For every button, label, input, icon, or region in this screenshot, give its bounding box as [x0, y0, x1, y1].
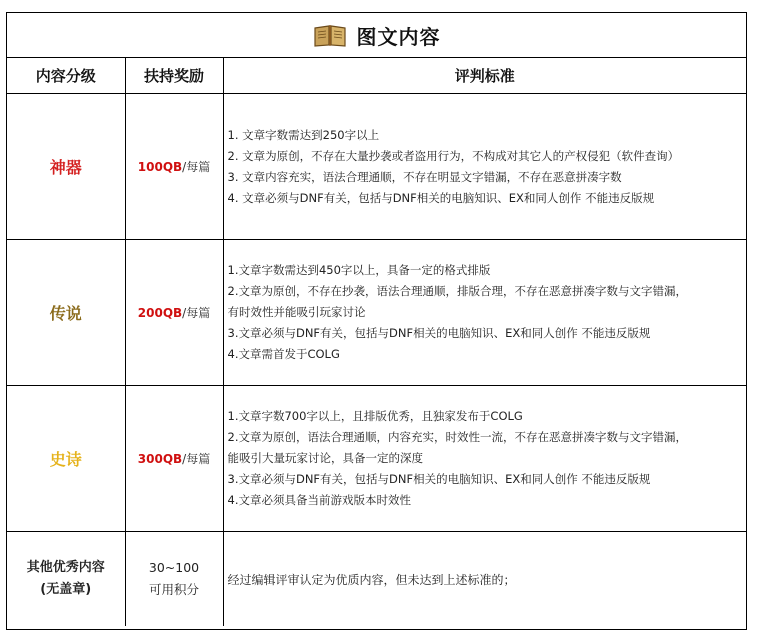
table-row-shenqi [7, 94, 746, 240]
criteria-line: 1.文章字数700字以上，且排版优秀，且独家发布于COLG [227, 409, 523, 423]
criteria-line: 1.文章字数需达到450字以上，具备一定的格式排版 [227, 263, 491, 277]
reward-shishi [125, 386, 223, 532]
tier-name-other [7, 532, 125, 627]
criteria-line: 2.文章为原创，不存在抄袭，语法合理通顺，排版合理，不存在恶意拼凑字数与文字错漏， [227, 284, 687, 298]
criteria-line: 4.文章需首发于COLG [227, 347, 340, 361]
criteria-shenqi [223, 94, 746, 240]
content-table-sheet [6, 12, 747, 630]
reward-unit: /每篇 [182, 160, 211, 174]
criteria-line: 2. 文章为原创，不存在大量抄袭或者盗用行为，不构成对其它人的产权侵犯（软件查询） [227, 148, 680, 163]
reward-amount: 300QB [137, 452, 183, 466]
criteria-chuanshuo [223, 240, 746, 386]
table-row-other [7, 532, 746, 627]
header-criteria: 评判标准 [223, 58, 746, 94]
reward-table [7, 58, 746, 626]
reward-chuanshuo [125, 240, 223, 386]
criteria-line: 2.文章为原创，语法合理通顺，内容充实，时效性一流，不存在恶意拼凑字数与文字错漏， [227, 430, 687, 444]
reward-amount: 200QB [137, 306, 183, 320]
reward-unit: /每篇 [182, 306, 211, 320]
criteria-line: 3.文章必须与DNF有关，包括与DNF相关的电脑知识、EX和同人创作 不能违反版规 [227, 472, 651, 486]
tier-name-shishi: 史诗 [7, 386, 125, 532]
criteria-line: 3.文章必须与DNF有关，包括与DNF相关的电脑知识、EX和同人创作 不能违反版规 [227, 326, 651, 340]
page-title: 图文内容 [356, 24, 441, 49]
criteria-line: 能吸引大量玩家讨论，具备一定的深度 [227, 451, 423, 465]
other-name-line1: 其他优秀内容 [26, 560, 105, 575]
other-reward-line1: 30~100 [148, 560, 200, 575]
criteria-line: 4. 文章必须与DNF有关，包括与DNF相关的电脑知识、EX和同人创作 不能违反版规 [227, 190, 655, 205]
other-reward-line2: 可用积分 [148, 582, 199, 597]
header-level: 内容分级 [7, 58, 125, 94]
tier-name-shenqi: 神器 [7, 94, 125, 240]
tier-name-chuanshuo: 传说 [7, 240, 125, 386]
other-name-line2: (无盖章) [40, 582, 92, 597]
reward-shenqi [125, 94, 223, 240]
title-bar [7, 13, 746, 58]
open-book-icon [313, 22, 347, 48]
reward-amount: 100QB [137, 160, 183, 174]
criteria-line: 4.文章必须具备当前游戏版本时效性 [227, 493, 411, 507]
reward-unit: /每篇 [182, 452, 211, 466]
criteria-shishi [223, 386, 746, 532]
table-row-chuanshuo [7, 240, 746, 386]
criteria-line: 1. 文章字数需达到250字以上 [227, 127, 380, 142]
criteria-line: 有时效性并能吸引玩家讨论 [227, 305, 366, 319]
header-reward: 扶持奖励 [125, 58, 223, 94]
reward-other [125, 532, 223, 627]
criteria-line: 3. 文章内容充实，语法合理通顺，不存在明显文字错漏，不存在恶意拼凑字数 [227, 169, 622, 184]
table-row-shishi [7, 386, 746, 532]
criteria-other: 经过编辑评审认定为优质内容，但未达到上述标准的； [223, 532, 746, 627]
table-header-row [7, 58, 746, 94]
